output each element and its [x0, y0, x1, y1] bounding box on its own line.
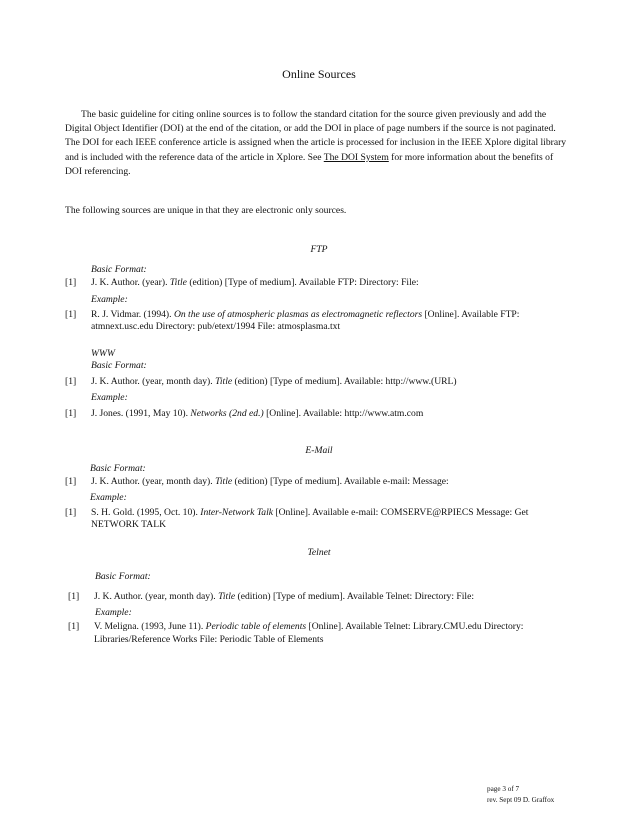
page-footer [487, 784, 554, 805]
entry-text: (edition) [Type of medium]. Available Telnet: Directory: File: [235, 591, 475, 602]
entry-text: V. Meligna. (1993, June 11). [94, 621, 206, 632]
entry-title: On the use of atmospheric plasmas as electromagnetic reflectors [173, 309, 423, 320]
email-basic-format-label: Basic Format: [90, 463, 146, 474]
ftp-example-entry [65, 308, 585, 336]
ftp-basic-format-label: Basic Format: [91, 264, 147, 275]
entry-text: S. H. Gold. (1995, Oct. 10). [91, 507, 201, 518]
entry-title: Networks (2nd ed.) [190, 408, 264, 419]
ref-number: [1] [65, 408, 77, 419]
entry-text-line2: atmnext.usc.edu Directory: pub/etext/1994 File: atmosplasma.txt [91, 321, 341, 332]
entry-text: [Online]. Available: http://www.atm.com [263, 408, 424, 419]
telnet-example-label: Example: [95, 607, 132, 618]
unique-sources-note: The following sources are unique in that they are electronic only sources. [65, 205, 347, 216]
www-basic-entry [65, 375, 585, 389]
entry-text: (edition) [Type of medium]. Available e-mail: Message: [232, 476, 449, 487]
entry-text: J. Jones. (1991, May 10). [91, 408, 191, 419]
entry-text-line2: Libraries/Reference Works File: Periodic Table of Elements [94, 634, 324, 645]
entry-text: R. J. Vidmar. (1994). [91, 309, 174, 320]
www-example-label: Example: [91, 392, 128, 403]
ref-number: [1] [65, 507, 77, 518]
telnet-basic-format-label: Basic Format: [95, 571, 151, 582]
ref-number: [1] [65, 376, 77, 387]
entry-title: Title [218, 591, 236, 602]
www-basic-format-label: Basic Format: [91, 360, 147, 371]
ref-number: [1] [65, 476, 77, 487]
email-example-label: Example: [90, 492, 127, 503]
ref-number: [1] [68, 621, 80, 632]
section-heading-telnet: Telnet [307, 547, 331, 558]
revision-note: rev. Sept 09 D. Graffox [487, 795, 555, 804]
page-title: Online Sources [282, 67, 356, 81]
entry-title: Title [169, 277, 187, 288]
doi-system-link[interactable]: The DOI System [323, 151, 389, 163]
email-basic-entry [65, 475, 585, 489]
entry-text: J. K. Author. (year, month day). [91, 476, 216, 487]
email-example-entry [65, 506, 585, 534]
intro-text: The basic guideline for citing online sources is to follow the standard citation for the source given previously and add the Digital Object Identifier (DOI) at the end of the citation, or add the DOI in place of page numbers if the source is not paginated. The DOI for each IEEE conference article is assigned when the article is processed for inclusion in the IEEE Xplore digital library and is included with the reference data of the article in Xplore. See [65, 109, 567, 163]
entry-text: [Online]. Available e-mail: COMSERVE@RPIECS Message: Get [273, 507, 529, 518]
ftp-example-label: Example: [91, 294, 128, 305]
entry-text: J. K. Author. (year). [91, 277, 170, 288]
section-heading-ftp: FTP [310, 244, 328, 255]
entry-title: Title [215, 476, 233, 487]
intro-paragraph [65, 108, 570, 179]
entry-text: J. K. Author. (year, month day). [91, 376, 216, 387]
telnet-example-entry [68, 620, 588, 648]
entry-title: Inter-Network Talk [200, 507, 274, 518]
entry-text: (edition) [Type of medium]. Available: http://www.(URL) [232, 376, 457, 387]
www-example-entry [65, 407, 585, 421]
entry-text: [Online]. Available FTP: [422, 309, 520, 320]
section-heading-email: E-Mail [305, 445, 333, 456]
entry-title: Title [215, 376, 233, 387]
intro-text-end: for more information about the benefits of DOI referencing. [65, 151, 554, 177]
section-heading-www: WWW [91, 348, 115, 359]
entry-text: [Online]. Available Telnet: Library.CMU.edu Directory: [306, 621, 524, 632]
ref-number: [1] [68, 591, 80, 602]
entry-text: (edition) [Type of medium]. Available FTP: Directory: File: [186, 277, 419, 288]
telnet-basic-entry [68, 590, 588, 604]
entry-text-line2: NETWORK TALK [91, 519, 166, 530]
entry-title: Periodic table of elements [205, 621, 307, 632]
entry-text: J. K. Author. (year, month day). [94, 591, 219, 602]
page-number: page 3 of 7 [487, 785, 520, 793]
ref-number: [1] [65, 309, 77, 320]
ftp-basic-entry [65, 276, 585, 290]
ref-number: [1] [65, 277, 77, 288]
